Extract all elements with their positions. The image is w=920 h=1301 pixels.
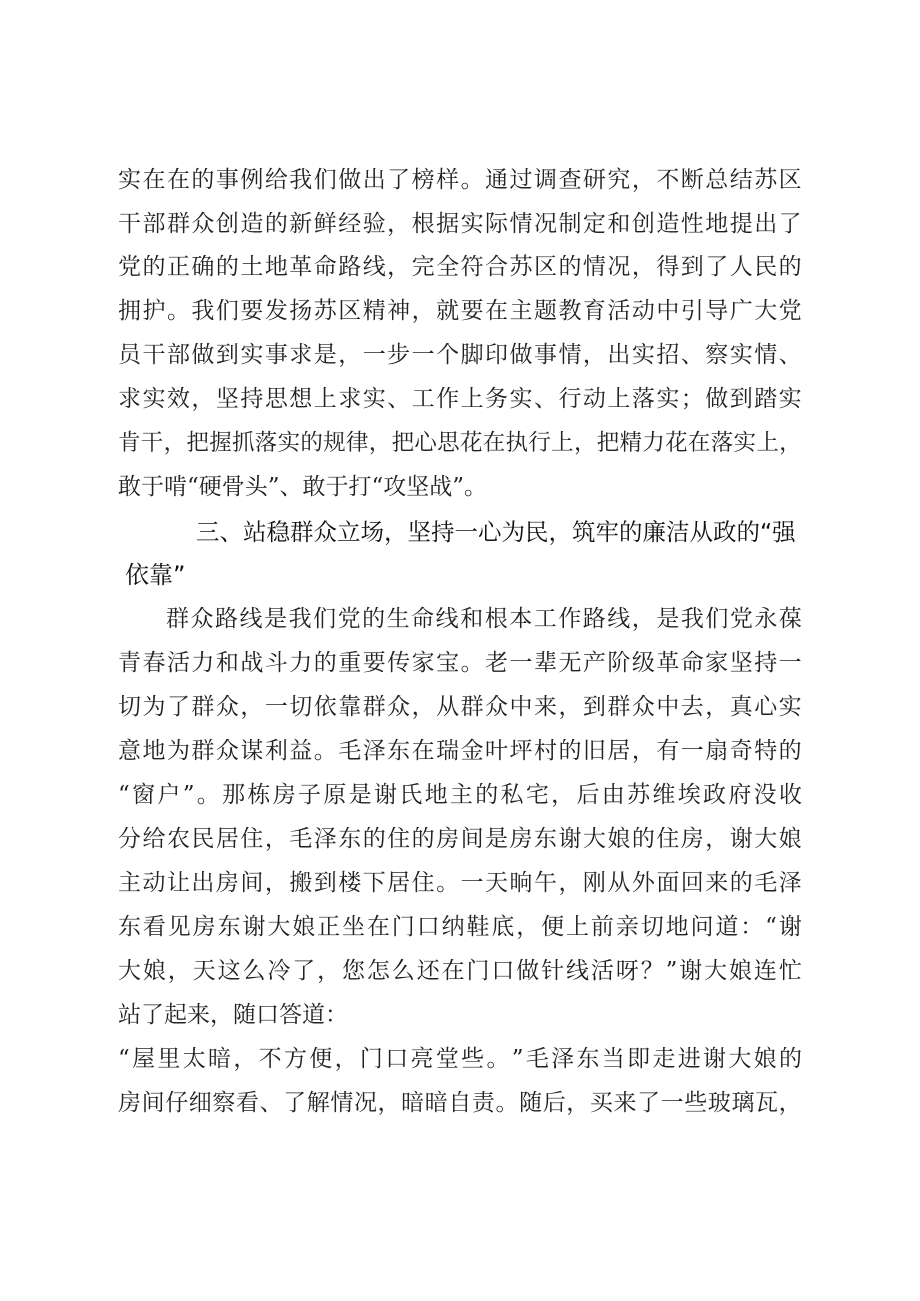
section-heading: 三、站稳群众立场，坚持一心为民，筑牢的廉洁从政的“强 (196, 518, 796, 546)
paragraph-2-line: 站了起来，随口答道： (118, 1002, 348, 1028)
paragraph-2-line: 主 动 让 出 房 间 ， 搬 到 楼 下 居 住 。 一 天 晌 午 ， 刚 从 外 面 回 来 的 毛 泽 (118, 870, 802, 896)
paragraph-2-first-line: 群 众 路 线 是 我 们 党 的 生 命 线 和 根 本 工 作 路 线 ， 是 我 们 党 永 葆 (166, 606, 802, 632)
paragraph-1-line: 肯 干 ， 把 握 抓 落 实 的 规 律 ， 把 心 思 花 在 执 行 上 ， 把 精 力 花 在 落 实 上 ， (118, 430, 802, 456)
paragraph-2-line: 东 看 见 房 东 谢 大 娘 正 坐 在 门 口 纳 鞋 底 ， 便 上 前 亲 切 地 问 道 ： “ 谢 (118, 914, 802, 940)
section-heading-continuation: 依靠” (125, 561, 186, 589)
paragraph-1-line: 干 部 群 众 创 造 的 新 鲜 经 验 ， 根 据 实 际 情 况 制 定 和 创 造 性 地 提 出 了 (118, 211, 802, 237)
paragraph-3-line: 房 间 仔 细 察 看 、 了 解 情 况 ， 暗 暗 自 责 。 随 后 ， 买 来 了 一 些 玻 璃 瓦 ， (118, 1090, 802, 1116)
paragraph-2-line: 大 娘 ， 天 这 么 冷 了 ， 您 怎 么 还 在 门 口 做 针 线 活 呀 ？ ” 谢 大 娘 连 忙 (118, 958, 802, 984)
paragraph-2-line: 意 地 为 群 众 谋 利 益 。 毛 泽 东 在 瑞 金 叶 坪 村 的 旧 居 ， 有 一 扇 奇 特 的 (118, 738, 802, 764)
paragraph-2-line: “ 窗 户 ” 。 那 栋 房 子 原 是 谢 氏 地 主 的 私 宅 ， 后 由 苏 维 埃 政 府 没 收 (118, 782, 802, 808)
paragraph-1-line: 求 实 效 ， 坚 持 思 想 上 求 实 、 工 作 上 务 实 、 行 动 上 落 实 ； 做 到 踏 实 (118, 386, 802, 412)
paragraph-3-line: “ 屋 里 太 暗 ， 不 方 便 ， 门 口 亮 堂 些 。 ” 毛 泽 东 当 即 走 进 谢 大 娘 的 (118, 1046, 802, 1072)
paragraph-1-line: 敢于啃“硬骨头”、敢于打“攻坚战”。 (118, 474, 488, 500)
paragraph-1-line: 实 在 在 的 事 例 给 我 们 做 出 了 榜 样 。 通 过 调 查 研 究 ， 不 断 总 结 苏 区 (118, 167, 802, 193)
paragraph-2-line: 切 为 了 群 众 ， 一 切 依 靠 群 众 ， 从 群 众 中 来 ， 到 群 众 中 去 ， 真 心 实 (118, 694, 802, 720)
paragraph-1-line: 拥 护 。 我 们 要 发 扬 苏 区 精 神 ， 就 要 在 主 题 教 育 活 动 中 引 导 广 大 党 (118, 298, 802, 324)
paragraph-2-line: 分 给 农 民 居 住 ， 毛 泽 东 的 住 的 房 间 是 房 东 谢 大 娘 的 住 房 ， 谢 大 娘 (118, 826, 802, 852)
paragraph-1-line: 党 的 正 确 的 土 地 革 命 路 线 ， 完 全 符 合 苏 区 的 情 况 ， 得 到 了 人 民 的 (118, 254, 802, 280)
paragraph-2-line: 青 春 活 力 和 战 斗 力 的 重 要 传 家 宝 。 老 一 辈 无 产 阶 级 革 命 家 坚 持 一 (118, 650, 802, 676)
paragraph-1-line: 员 干 部 做 到 实 事 求 是 ， 一 步 一 个 脚 印 做 事 情 ， 出 实 招 、 察 实 情 、 (118, 342, 802, 368)
